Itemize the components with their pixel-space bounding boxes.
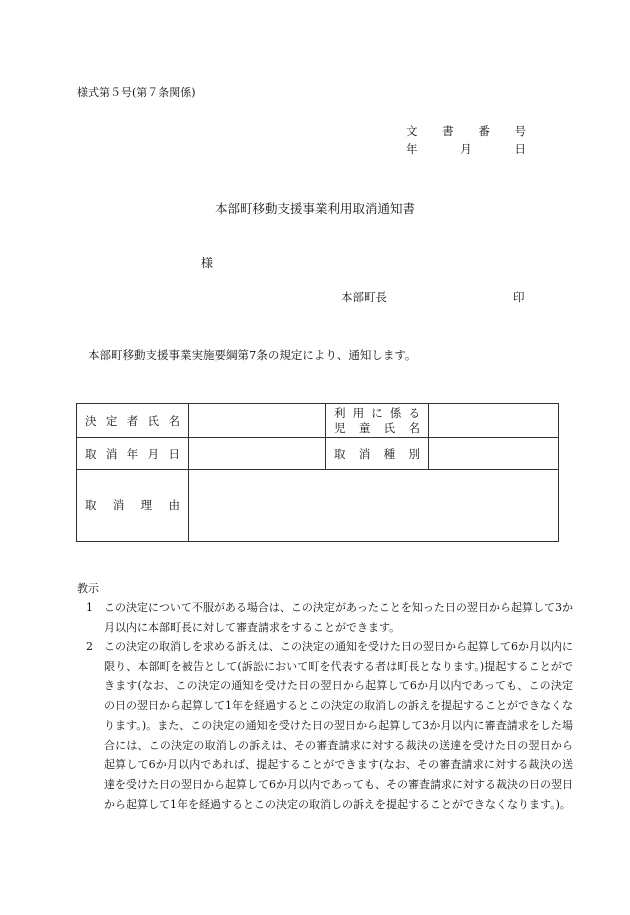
date-year: 年 — [406, 142, 418, 156]
notice-item-text: この決定について不服がある場合は、この決定があったことを知った日の翌日から起算して3か月以内に本部町長に対して審査請求をすることができます。 — [104, 601, 573, 634]
doc-number-char: 文 — [406, 124, 418, 138]
table-row — [77, 470, 559, 542]
decider-name-label: 決 定 者 氏 名 — [77, 404, 189, 438]
addressee-suffix: 様 — [201, 256, 214, 270]
cancel-date-label: 取 消 年 月 日 — [77, 438, 189, 470]
notice-item-number: 1 — [86, 601, 93, 614]
decider-name-field[interactable] — [189, 404, 326, 438]
document-title: 本部町移動支援事業利用取消通知書 — [214, 201, 415, 216]
doc-number-char: 番 — [478, 124, 490, 138]
child-name-field[interactable] — [429, 404, 559, 438]
cancel-type-field[interactable] — [429, 438, 559, 470]
child-name-label: 利 用 に 係 る 児 童 氏 名 — [326, 404, 429, 438]
notice-title: 教示 — [77, 582, 99, 595]
doc-number-char: 号 — [514, 124, 526, 138]
table-row — [77, 404, 559, 438]
form-number: 様式第５号(第７条関係) — [77, 86, 196, 99]
document-number-label — [406, 123, 526, 139]
notice-item-text: この決定の取消しを求める訴えは、この決定の通知を受けた日の翌日から起算して6か月以内に限り、本部町を被告として(訴訟において町を代表する者は町長となります。)提起することができます(なお、この決定の通知を受けた日の翌日から起算して6か月以内であっても、この決定の日の翌日から起算して1年を経過するとこの決定の取消しの訴えを提起することができなくなります。)。また、この決定の通知を受けた日の翌日から起算して3か月以内に審査請求をした場合には、この決定の取消しの訴えは、その審査請求に対する裁決の送達を受けた日の翌日から起算して6か月以内であれば、提起することができます(なお、その審査請求に対する裁決の送達を受けた日の翌日から起算して6か月以内であっても、その審査請求に対する裁決の日の翌日から起算して1年を経過するとこの決定の取消しの訴えを提起することができなくなります。)。 — [104, 640, 573, 811]
intro-text: 本部町移動支援事業実施要綱第7条の規定により、通知します。 — [88, 348, 417, 362]
cancel-reason-label: 取 消 理 由 — [77, 470, 189, 542]
seal-mark: 印 — [513, 290, 525, 304]
issuer-name: 本部町長 — [341, 290, 387, 304]
cancel-date-field[interactable] — [189, 438, 326, 470]
date-line — [406, 141, 526, 157]
cancel-reason-field[interactable] — [189, 470, 559, 542]
notice-item-number: 2 — [86, 640, 93, 653]
info-table — [76, 403, 559, 542]
table-row — [77, 438, 559, 470]
date-month: 月 — [460, 142, 472, 156]
cancel-type-label: 取 消 種 別 — [326, 438, 429, 470]
date-day: 日 — [514, 142, 526, 156]
doc-number-char: 書 — [442, 124, 454, 138]
